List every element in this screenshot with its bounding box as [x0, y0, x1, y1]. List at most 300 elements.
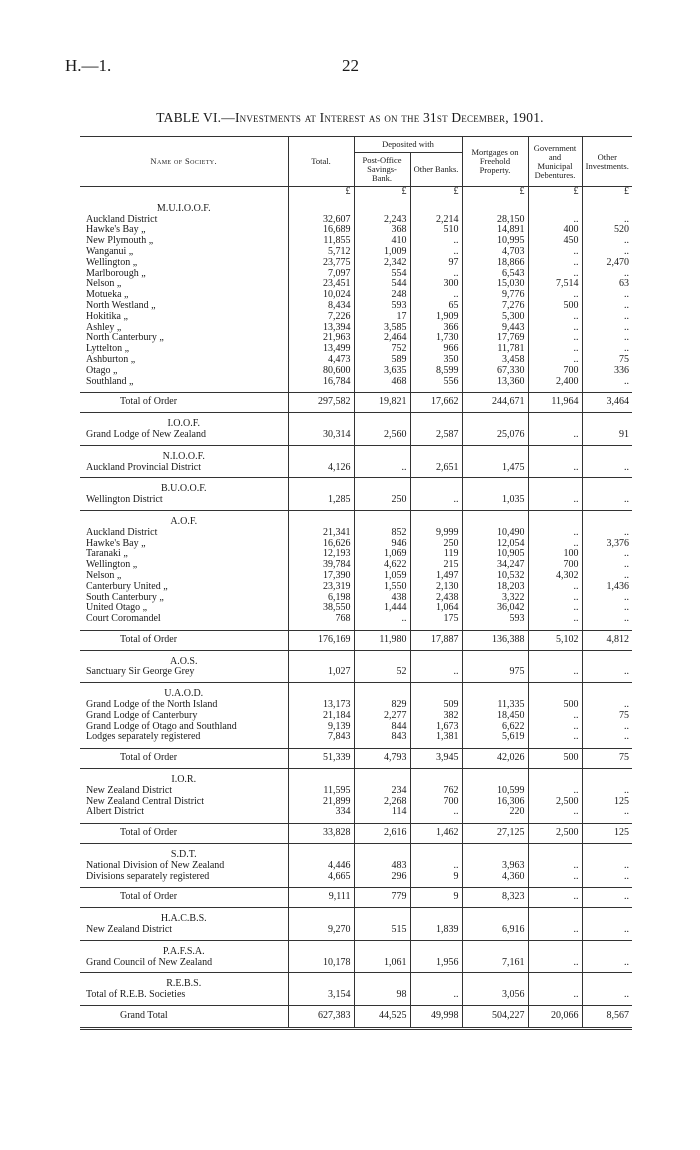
row-value: 100	[528, 549, 582, 560]
row-value: 2,651	[410, 463, 462, 474]
spacer-cell	[528, 769, 582, 786]
row-name: New Zealand District	[86, 784, 173, 796]
row-value: 10,599	[462, 786, 528, 797]
row-value: 10,024	[288, 290, 354, 301]
row-value: 34,247	[462, 560, 528, 571]
row-value: 700	[528, 560, 582, 571]
row-value: 65	[410, 301, 462, 312]
row-value: ..	[582, 215, 632, 226]
row-value: 10,995	[462, 236, 528, 247]
total-row	[80, 393, 632, 413]
row-name: New Zealand District	[86, 924, 173, 936]
row-value: 248	[354, 290, 410, 301]
row-name: Hawke's Bay „	[86, 224, 146, 236]
row-name: Auckland District	[86, 213, 158, 225]
row-value: 75	[582, 355, 632, 366]
table-row	[80, 807, 632, 818]
table-row	[80, 872, 632, 883]
spacer-cell	[528, 650, 582, 667]
row-value: 3,635	[354, 366, 410, 377]
row-value: 852	[354, 528, 410, 539]
spacer-cell	[354, 445, 410, 462]
row-name: Taranaki „	[86, 548, 128, 560]
total-value: 17,662	[410, 393, 462, 413]
row-value: ..	[528, 539, 582, 550]
row-value: 7,843	[288, 732, 354, 743]
row-value: ..	[582, 807, 632, 818]
spacer-cell	[582, 683, 632, 700]
spacer-cell	[528, 844, 582, 861]
row-name: Wellington District	[86, 494, 163, 506]
unit-cell: £	[354, 187, 410, 198]
spacer-cell	[462, 769, 528, 786]
row-value: 700	[528, 366, 582, 377]
total-value: 11,980	[354, 630, 410, 650]
row-value: ..	[528, 463, 582, 474]
col-header-other-banks: Other Banks.	[410, 153, 462, 187]
table-row	[80, 528, 632, 539]
total-label: Total of Order	[80, 393, 288, 413]
row-value: 25,076	[462, 430, 528, 441]
total-value: 176,169	[288, 630, 354, 650]
row-name: Southland „	[86, 375, 134, 387]
row-value: 16,306	[462, 797, 528, 808]
row-value: 946	[354, 539, 410, 550]
row-value: ..	[528, 333, 582, 344]
row-value: ..	[528, 258, 582, 269]
row-value: 300	[410, 279, 462, 290]
row-value: 38,550	[288, 603, 354, 614]
spacer-cell	[462, 413, 528, 430]
row-value: 3,963	[462, 861, 528, 872]
row-value: ..	[582, 301, 632, 312]
row-value: 9	[410, 872, 462, 883]
row-value: 16,626	[288, 539, 354, 550]
row-value: 829	[354, 700, 410, 711]
total-value: 27,125	[462, 824, 528, 844]
spacer-cell	[410, 510, 462, 527]
row-value: 97	[410, 258, 462, 269]
row-value: 975	[462, 667, 528, 678]
row-value: 1,009	[354, 247, 410, 258]
row-value: ..	[582, 593, 632, 604]
row-value: 4,302	[528, 571, 582, 582]
row-name: Hokitika „	[86, 310, 128, 322]
row-value: 500	[528, 700, 582, 711]
table-row	[80, 560, 632, 571]
row-name: Marlborough „	[86, 267, 146, 279]
row-value: 593	[462, 614, 528, 625]
row-name: Grand Lodge of Canterbury	[86, 709, 198, 721]
table-row	[80, 344, 632, 355]
spacer-cell	[462, 908, 528, 925]
row-value: 410	[354, 236, 410, 247]
row-value: 7,276	[462, 301, 528, 312]
row-value: 119	[410, 549, 462, 560]
row-value: 1,064	[410, 603, 462, 614]
table-header	[80, 137, 632, 187]
spacer-cell	[462, 478, 528, 495]
society-heading-row	[80, 413, 632, 430]
row-value: 7,161	[462, 958, 528, 969]
row-value: 15,030	[462, 279, 528, 290]
society-heading-row	[80, 198, 632, 215]
table-row	[80, 355, 632, 366]
row-value: 510	[410, 225, 462, 236]
society-name: M.U.I.O.O.F.	[156, 202, 211, 214]
spacer-cell	[462, 973, 528, 990]
row-value: 10,490	[462, 528, 528, 539]
col-header-other: Other Investments.	[582, 137, 632, 187]
total-value: 125	[582, 824, 632, 844]
society-name: H.A.C.B.S.	[160, 913, 207, 925]
table-row	[80, 215, 632, 226]
row-name: North Canterbury „	[86, 332, 164, 344]
row-name: National Division of New Zealand	[86, 859, 225, 871]
row-value: 10,178	[288, 958, 354, 969]
row-value: ..	[528, 786, 582, 797]
row-value: 1,059	[354, 571, 410, 582]
row-value: ..	[582, 377, 632, 388]
row-value: ..	[410, 290, 462, 301]
row-value: ..	[410, 807, 462, 818]
row-value: 3,376	[582, 539, 632, 550]
spacer-cell	[410, 908, 462, 925]
spacer-cell	[410, 650, 462, 667]
row-value: 2,277	[354, 711, 410, 722]
table-row	[80, 258, 632, 269]
row-name: Total of R.E.B. Societies	[86, 989, 186, 1001]
table-title-prefix: TABLE VI.—	[156, 110, 235, 125]
row-value: 1,381	[410, 732, 462, 743]
spacer-cell	[582, 769, 632, 786]
table-row	[80, 236, 632, 247]
spacer-cell	[462, 445, 528, 462]
row-value: 16,784	[288, 377, 354, 388]
row-value: 23,775	[288, 258, 354, 269]
row-value: 13,173	[288, 700, 354, 711]
row-value: 1,061	[354, 958, 410, 969]
row-value: 10,532	[462, 571, 528, 582]
row-value: 75	[582, 711, 632, 722]
row-name: North Westland „	[86, 299, 156, 311]
row-name: Court Coromandel	[86, 613, 161, 625]
row-name: Auckland Provincial District	[86, 461, 201, 473]
row-value: 1,839	[410, 925, 462, 936]
row-value: ..	[582, 549, 632, 560]
spacer-cell	[410, 413, 462, 430]
unit-cell: £	[288, 187, 354, 198]
row-value: 8,599	[410, 366, 462, 377]
row-value: ..	[528, 603, 582, 614]
row-value: 500	[528, 301, 582, 312]
table-row	[80, 290, 632, 301]
row-value: ..	[410, 269, 462, 280]
row-value: 18,203	[462, 582, 528, 593]
investments-table	[80, 136, 632, 1030]
society-name: B.U.O.O.F.	[160, 483, 207, 495]
total-value: 2,500	[528, 824, 582, 844]
spacer-cell	[288, 844, 354, 861]
row-name: Lyttelton „	[86, 343, 130, 355]
society-name: U.A.O.D.	[164, 688, 204, 700]
row-value: 215	[410, 560, 462, 571]
table-row	[80, 603, 632, 614]
spacer-cell	[528, 198, 582, 215]
spacer-cell	[288, 683, 354, 700]
table-body	[80, 187, 632, 1029]
spacer-cell	[528, 445, 582, 462]
spacer-cell	[528, 940, 582, 957]
row-name: Motueka „	[86, 289, 129, 301]
row-name: United Otago „	[86, 602, 148, 614]
page-number: 22	[342, 56, 359, 75]
society-heading-row	[80, 769, 632, 786]
spacer-cell	[582, 445, 632, 462]
row-value: 1,730	[410, 333, 462, 344]
col-header-government: Government and Municipal Debentures.	[528, 137, 582, 187]
row-value: 28,150	[462, 215, 528, 226]
row-value: ..	[528, 528, 582, 539]
society-name: A.O.F.	[170, 515, 198, 527]
grand-total-value: 627,383	[288, 1006, 354, 1029]
row-value: 17	[354, 312, 410, 323]
row-value: ..	[582, 700, 632, 711]
row-value: 4,622	[354, 560, 410, 571]
spacer-cell	[528, 510, 582, 527]
total-value: 5,102	[528, 630, 582, 650]
total-value: 9	[410, 888, 462, 908]
spacer-cell	[354, 650, 410, 667]
row-value: ..	[582, 614, 632, 625]
society-heading-row	[80, 650, 632, 667]
row-value: ..	[528, 958, 582, 969]
total-value: 17,887	[410, 630, 462, 650]
row-value: ..	[582, 571, 632, 582]
row-value: 366	[410, 323, 462, 334]
table-row	[80, 797, 632, 808]
spacer-cell	[288, 908, 354, 925]
row-value: 2,268	[354, 797, 410, 808]
row-value: 7,514	[528, 279, 582, 290]
row-value: ..	[582, 861, 632, 872]
total-row	[80, 824, 632, 844]
row-value: 13,360	[462, 377, 528, 388]
unit-cell: £	[528, 187, 582, 198]
row-value: 844	[354, 722, 410, 733]
row-value: 11,855	[288, 236, 354, 247]
total-value: 4,812	[582, 630, 632, 650]
row-value: 3,585	[354, 323, 410, 334]
spacer-cell	[354, 973, 410, 990]
row-value: 2,464	[354, 333, 410, 344]
row-value: 4,665	[288, 872, 354, 883]
table-row	[80, 549, 632, 560]
row-value: ..	[582, 732, 632, 743]
row-name: South Canterbury „	[86, 591, 164, 603]
row-value: ..	[582, 925, 632, 936]
row-value: 13,394	[288, 323, 354, 334]
spacer-cell	[582, 844, 632, 861]
spacer-cell	[410, 973, 462, 990]
row-value: 39,784	[288, 560, 354, 571]
total-value: 500	[528, 749, 582, 769]
table-row	[80, 495, 632, 506]
total-row	[80, 888, 632, 908]
row-value: ..	[582, 528, 632, 539]
table-title	[0, 110, 700, 126]
row-value: 544	[354, 279, 410, 290]
row-value: 1,956	[410, 958, 462, 969]
row-value: 4,360	[462, 872, 528, 883]
row-value: 1,436	[582, 582, 632, 593]
total-value: 779	[354, 888, 410, 908]
spacer-cell	[354, 198, 410, 215]
total-value: 2,616	[354, 824, 410, 844]
table-row	[80, 279, 632, 290]
row-value: 1,069	[354, 549, 410, 560]
row-value: ..	[410, 495, 462, 506]
row-value: 8,434	[288, 301, 354, 312]
row-value: ..	[528, 215, 582, 226]
row-value: 2,130	[410, 582, 462, 593]
row-value: 515	[354, 925, 410, 936]
row-value: ..	[410, 990, 462, 1001]
spacer-cell	[582, 198, 632, 215]
row-value: ..	[528, 582, 582, 593]
row-name: Ashley „	[86, 321, 122, 333]
spacer-cell	[528, 478, 582, 495]
spacer-cell	[582, 510, 632, 527]
row-value: 2,587	[410, 430, 462, 441]
row-value: 752	[354, 344, 410, 355]
row-value: 2,342	[354, 258, 410, 269]
spacer-cell	[582, 650, 632, 667]
row-value: ..	[582, 603, 632, 614]
spacer-cell	[288, 413, 354, 430]
row-value: ..	[582, 990, 632, 1001]
row-value: 3,458	[462, 355, 528, 366]
row-value: ..	[528, 925, 582, 936]
total-value: 42,026	[462, 749, 528, 769]
table-row	[80, 614, 632, 625]
grand-total-value: 8,567	[582, 1006, 632, 1029]
table-row	[80, 301, 632, 312]
spacer-cell	[354, 413, 410, 430]
row-value: ..	[528, 807, 582, 818]
total-label: Total of Order	[80, 749, 288, 769]
row-value: ..	[528, 323, 582, 334]
unit-cell: £	[582, 187, 632, 198]
row-value: ..	[410, 236, 462, 247]
row-value: 6,916	[462, 925, 528, 936]
row-name: Grand Lodge of the North Island	[86, 699, 218, 711]
row-value: 2,243	[354, 215, 410, 226]
row-value: ..	[582, 247, 632, 258]
spacer-cell	[582, 413, 632, 430]
row-value: 17,769	[462, 333, 528, 344]
spacer-cell	[528, 973, 582, 990]
total-label: Total of Order	[80, 630, 288, 650]
row-value: ..	[528, 990, 582, 1001]
row-value: 2,400	[528, 377, 582, 388]
table-row	[80, 225, 632, 236]
spacer-cell	[410, 769, 462, 786]
spacer-cell	[582, 908, 632, 925]
total-row	[80, 630, 632, 650]
table-row	[80, 430, 632, 441]
spacer-cell	[288, 198, 354, 215]
row-value: 3,154	[288, 990, 354, 1001]
row-value: 11,781	[462, 344, 528, 355]
row-value: ..	[582, 786, 632, 797]
row-name: Otago „	[86, 364, 118, 376]
row-name: Divisions separately registered	[86, 870, 210, 882]
row-value: ..	[582, 560, 632, 571]
spacer-cell	[410, 940, 462, 957]
row-value: 18,450	[462, 711, 528, 722]
spacer-cell	[288, 973, 354, 990]
row-value: ..	[528, 269, 582, 280]
spacer-cell	[462, 650, 528, 667]
table-row	[80, 593, 632, 604]
total-value: 19,821	[354, 393, 410, 413]
row-value: 2,470	[582, 258, 632, 269]
total-value: 4,793	[354, 749, 410, 769]
spacer-cell	[288, 445, 354, 462]
society-name: I.O.R.	[171, 774, 197, 786]
row-value: 23,451	[288, 279, 354, 290]
row-value: 13,499	[288, 344, 354, 355]
row-value: ..	[582, 269, 632, 280]
col-header-mortgages: Mortgages on Freehold Property.	[462, 137, 528, 187]
row-value: 21,341	[288, 528, 354, 539]
row-value: ..	[582, 312, 632, 323]
row-value: 336	[582, 366, 632, 377]
table-row	[80, 990, 632, 1001]
society-name: R.E.B.S.	[166, 978, 202, 990]
spacer-cell	[410, 478, 462, 495]
society-heading-row	[80, 908, 632, 925]
row-value: 9,999	[410, 528, 462, 539]
row-name: Nelson „	[86, 569, 122, 581]
society-heading-row	[80, 683, 632, 700]
row-name: Ashburton „	[86, 353, 136, 365]
page-reference: H.—1.	[65, 56, 112, 75]
row-value: ..	[528, 861, 582, 872]
row-value: ..	[528, 667, 582, 678]
society-heading-row	[80, 445, 632, 462]
row-name: Grand Lodge of Otago and Southland	[86, 720, 237, 732]
row-name: Wellington „	[86, 559, 138, 571]
row-value: 250	[354, 495, 410, 506]
table-row	[80, 539, 632, 550]
spacer-cell	[462, 844, 528, 861]
spacer-cell	[288, 769, 354, 786]
row-name: Canterbury United „	[86, 580, 168, 592]
total-row	[80, 749, 632, 769]
grand-total-row	[80, 1006, 632, 1029]
spacer-cell	[288, 510, 354, 527]
row-value: 7,097	[288, 269, 354, 280]
row-value: ..	[528, 495, 582, 506]
spacer-cell	[288, 940, 354, 957]
row-name: Auckland District	[86, 526, 158, 538]
row-name: Sanctuary Sir George Grey	[86, 666, 195, 678]
row-value: ..	[582, 344, 632, 355]
spacer-cell	[354, 844, 410, 861]
table-title-main: Investments at Interest as on the 31st December, 1901.	[234, 110, 544, 125]
